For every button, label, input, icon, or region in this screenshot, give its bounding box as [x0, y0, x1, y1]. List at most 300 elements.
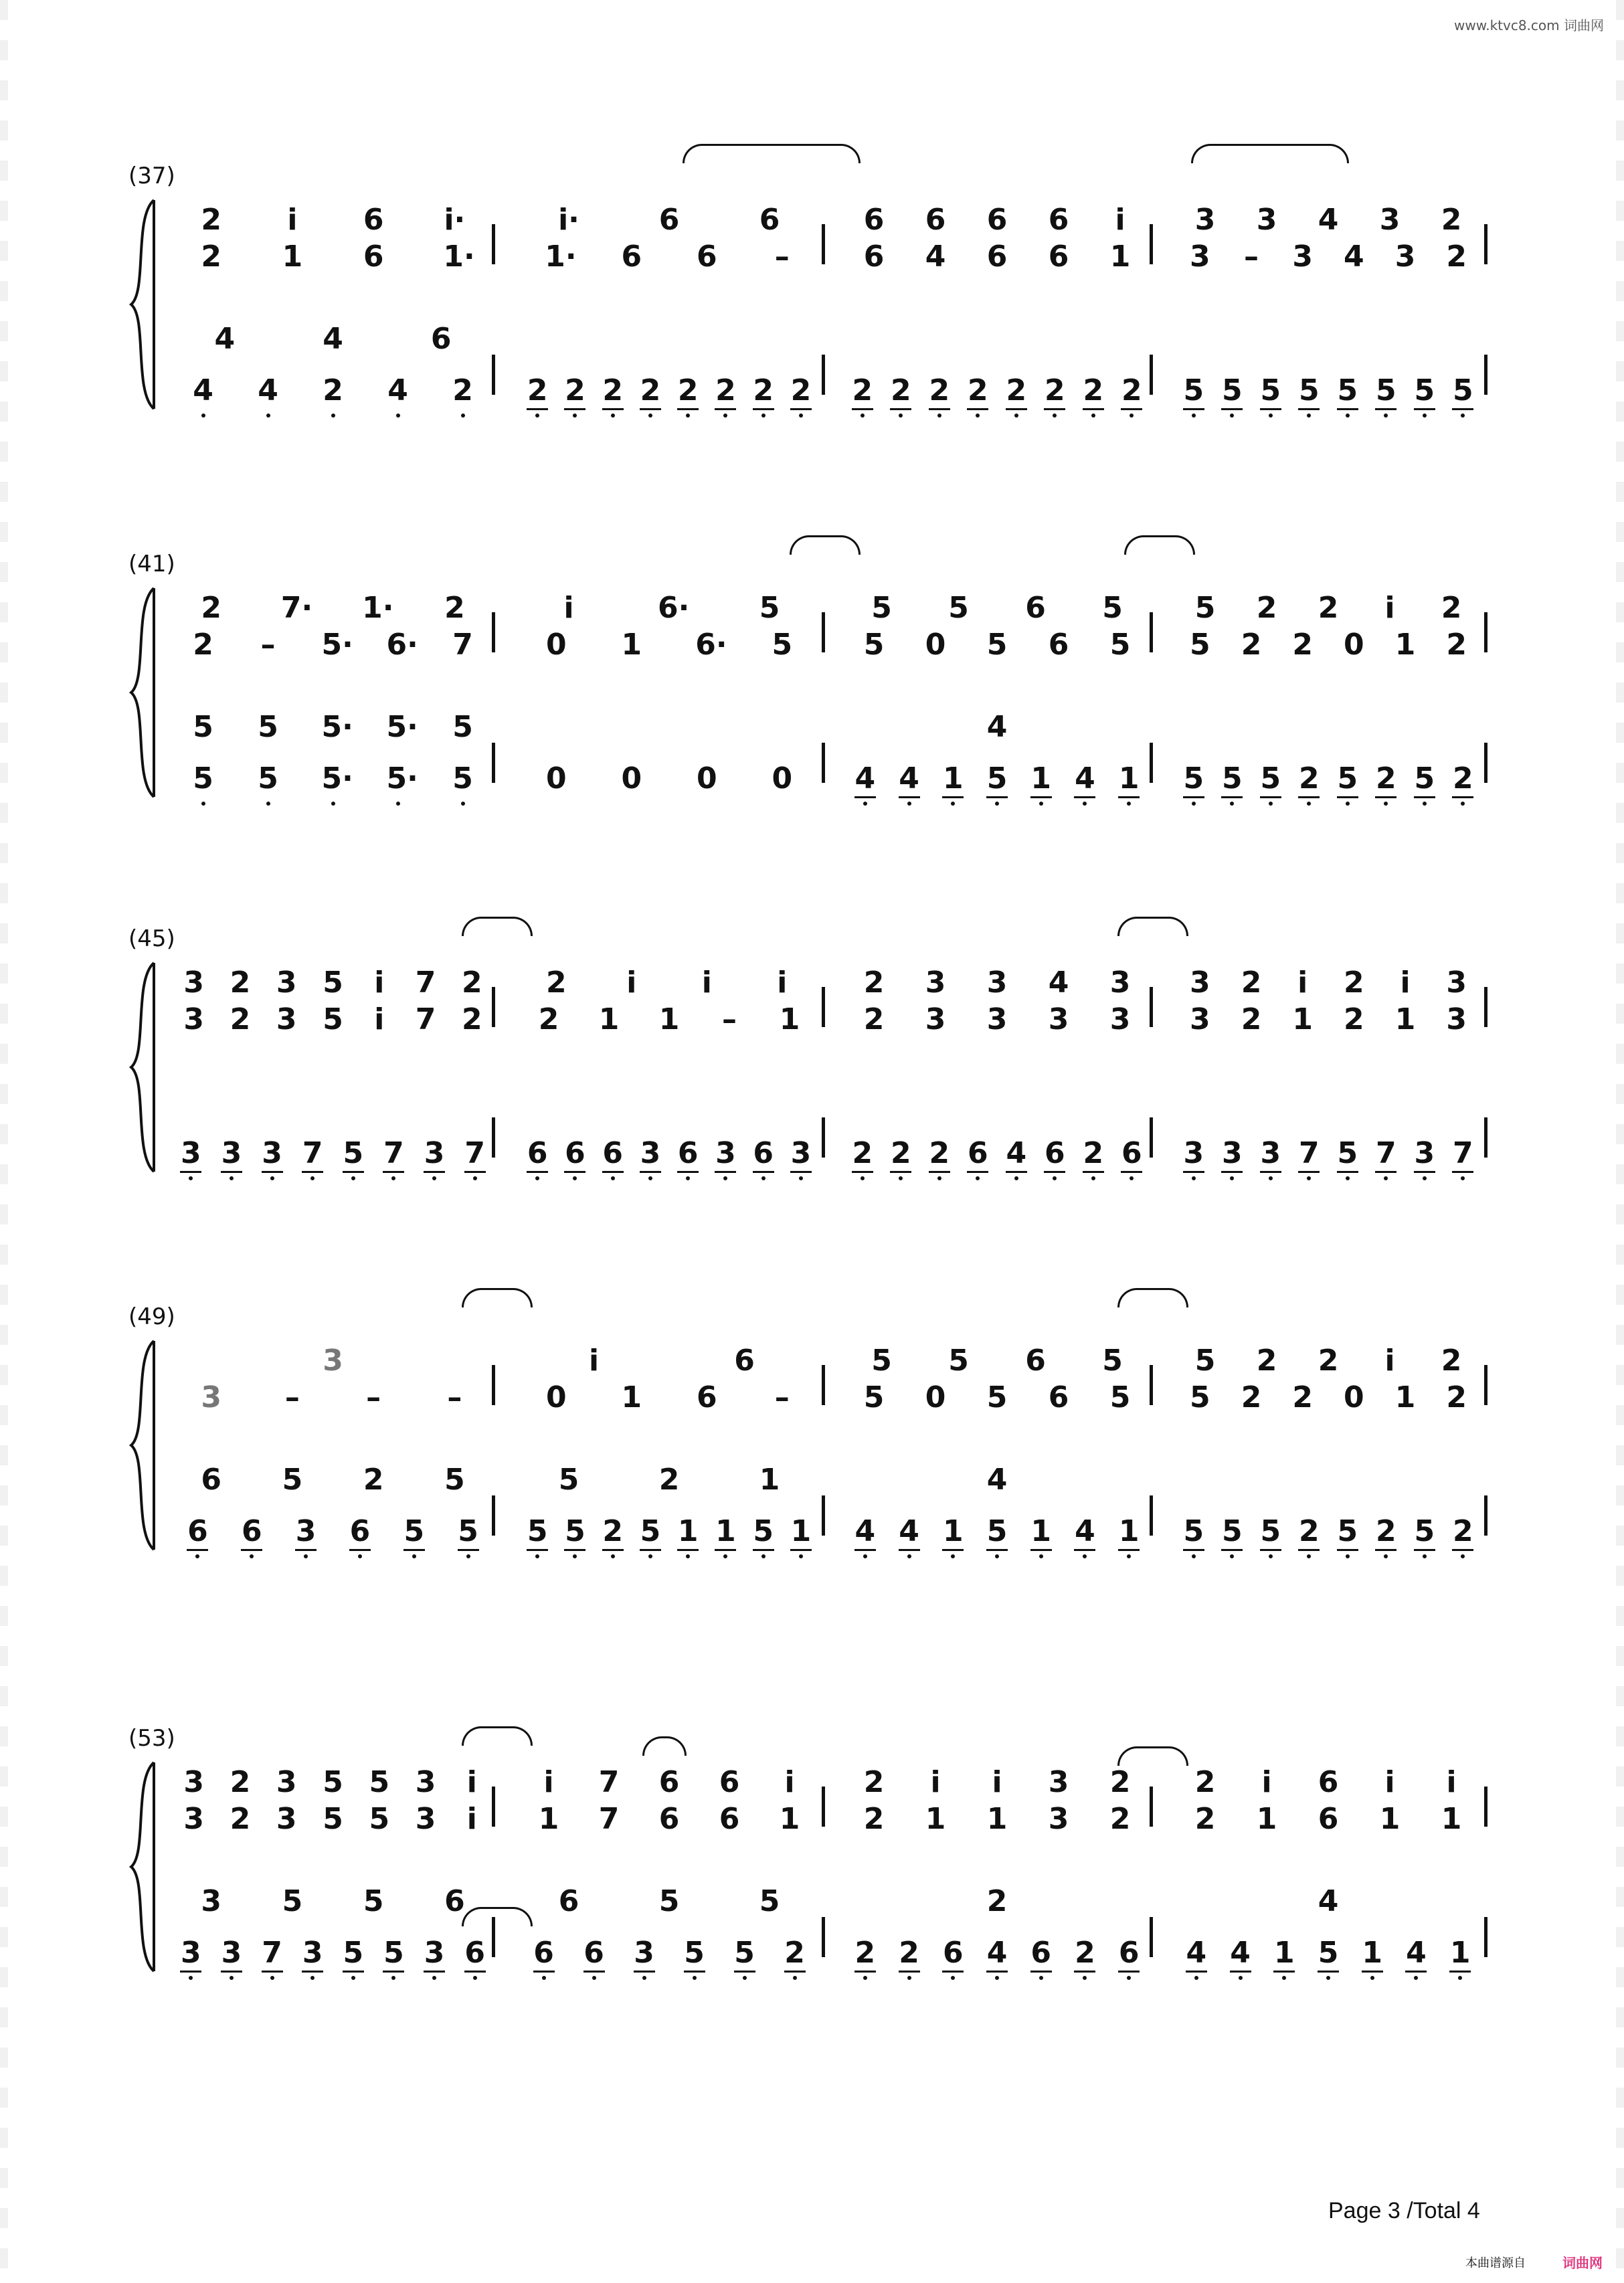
jianpu-note: 3: [1048, 1765, 1069, 1799]
jianpu-note: 0: [545, 628, 567, 662]
jianpu-note: 2: [852, 1136, 873, 1170]
octave-dot: [648, 1554, 652, 1558]
jianpu-note: 2: [363, 1463, 384, 1497]
measure-number: (53): [128, 1725, 175, 1752]
jianpu-note: i: [1384, 1344, 1395, 1378]
jianpu-note: 6: [201, 1463, 221, 1497]
note-beam: [1298, 408, 1320, 410]
jianpu-note: 2: [863, 1002, 885, 1036]
slur: [462, 1726, 533, 1746]
jianpu-note: i: [784, 1765, 795, 1799]
octave-dot: [648, 414, 652, 418]
jianpu-note: 2: [1083, 1136, 1104, 1170]
jianpu-note: 5: [323, 1802, 343, 1836]
note-beam: [1030, 1549, 1052, 1551]
octave-dot: [951, 1976, 955, 1980]
jianpu-note: –: [774, 240, 790, 274]
jianpu-note: 1: [1118, 1514, 1140, 1548]
octave-dot: [863, 1976, 867, 1980]
jianpu-note: 7: [452, 628, 473, 662]
octave-dot: [573, 1176, 577, 1180]
octave-dot: [270, 1976, 274, 1980]
jianpu-note: 5: [1221, 373, 1243, 407]
octave-dot: [1192, 414, 1196, 418]
jianpu-note: 5: [1414, 373, 1435, 407]
jianpu-note: 2: [929, 373, 950, 407]
note-beam: [302, 1971, 323, 1973]
octave-dot: [391, 1176, 395, 1180]
jianpu-note: 3: [415, 1765, 436, 1799]
octave-dot: [1307, 1176, 1311, 1180]
note-beam: [734, 1971, 755, 1973]
octave-dot: [473, 1976, 477, 1980]
jianpu-note: 2: [753, 373, 774, 407]
jianpu-note: 2: [452, 373, 473, 407]
jianpu-note: 4: [1075, 761, 1095, 796]
jianpu-note: 5·: [321, 628, 353, 662]
jianpu-note: 1: [1441, 1802, 1462, 1836]
octave-dot: [535, 1554, 539, 1558]
octave-dot: [1458, 1976, 1462, 1980]
octave-dot: [793, 1976, 797, 1980]
jianpu-note: 6: [1318, 1765, 1339, 1799]
bar-line: [1484, 355, 1487, 395]
jianpu-note: 3: [276, 1802, 297, 1836]
octave-dot: [1230, 1176, 1234, 1180]
octave-dot: [266, 802, 270, 806]
octave-dot: [230, 1976, 234, 1980]
jianpu-note: 2: [1241, 1380, 1262, 1414]
jianpu-note: 5: [452, 761, 473, 796]
octave-dot: [686, 414, 690, 418]
jianpu-note: 5: [343, 1136, 364, 1170]
jianpu-note: 6: [444, 1884, 465, 1918]
jianpu-note: 1: [779, 1002, 800, 1036]
octave-dot: [1423, 1554, 1427, 1558]
jianpu-note: 1·: [362, 591, 394, 625]
jianpu-note: 5: [558, 1463, 579, 1497]
jianpu-note: 5: [369, 1802, 390, 1836]
jianpu-note: –: [260, 628, 276, 662]
jianpu-note: 5: [1375, 373, 1396, 407]
note-beam: [684, 1971, 705, 1973]
jianpu-note: 3: [1190, 966, 1210, 1000]
bar-line: [1150, 987, 1153, 1027]
jianpu-note: 3: [415, 1802, 436, 1836]
jianpu-note: 5: [1190, 628, 1210, 662]
bar-line: [1150, 1917, 1153, 1957]
note-beam: [790, 1549, 812, 1551]
jianpu-note: i: [588, 1344, 600, 1378]
jianpu-note: i: [1261, 1765, 1272, 1799]
jianpu-note: 6: [863, 240, 885, 274]
slur: [642, 1736, 687, 1756]
bar-line: [1150, 355, 1153, 395]
octave-dot: [743, 1976, 747, 1980]
jianpu-note: 5: [1221, 1514, 1243, 1548]
octave-dot: [1083, 1976, 1087, 1980]
note-beam: [899, 1971, 920, 1973]
jianpu-note: 0: [1344, 1380, 1364, 1414]
note-beam: [1183, 1549, 1204, 1551]
jianpu-note: 5: [193, 710, 213, 744]
octave-dot: [358, 1554, 362, 1558]
jianpu-note: 4: [1318, 203, 1339, 237]
note-beam: [854, 1971, 876, 1973]
jianpu-note: 5: [871, 591, 892, 625]
note-beam: [262, 1971, 283, 1973]
octave-dot: [1039, 1976, 1043, 1980]
jianpu-note: 5: [1260, 373, 1281, 407]
jianpu-note: 2: [1318, 1344, 1339, 1378]
jianpu-note: 1: [1292, 1002, 1313, 1036]
note-beam: [527, 1171, 548, 1173]
note-beam: [1449, 1971, 1471, 1973]
jianpu-note: 1: [779, 1802, 800, 1836]
jianpu-note: 6: [1048, 240, 1069, 274]
bar-line: [822, 1117, 825, 1158]
note-beam: [1298, 796, 1320, 798]
octave-dot: [642, 1976, 646, 1980]
jianpu-note: 4: [1006, 1136, 1027, 1170]
jianpu-note: i: [287, 203, 298, 237]
jianpu-note: 2: [890, 1136, 911, 1170]
jianpu-note: 5: [734, 1936, 755, 1970]
octave-dot: [1384, 1554, 1388, 1558]
jianpu-note: 2: [863, 1802, 885, 1836]
jianpu-note: 2: [852, 373, 873, 407]
bar-line: [492, 987, 495, 1027]
octave-dot: [1269, 1554, 1273, 1558]
jianpu-note: 7: [1452, 1136, 1473, 1170]
jianpu-note: 5: [1337, 373, 1358, 407]
note-beam: [180, 1971, 201, 1973]
jianpu-note: 2: [1194, 1765, 1216, 1799]
note-beam: [1030, 1971, 1052, 1973]
jianpu-note: 5: [986, 761, 1008, 796]
jianpu-note: 2: [1083, 373, 1104, 407]
note-beam: [424, 1971, 445, 1973]
jianpu-note: 1: [715, 1514, 736, 1548]
jianpu-note: 1: [282, 240, 303, 274]
jianpu-note: 5: [1414, 1514, 1435, 1548]
jianpu-note: 6: [696, 240, 717, 274]
source-note: 本曲谱源自: [1465, 2256, 1526, 2270]
note-beam: [241, 1549, 262, 1551]
jianpu-note: 1: [942, 761, 964, 796]
jianpu-note: 6: [734, 1344, 755, 1378]
jianpu-note: 1: [942, 1514, 964, 1548]
jianpu-note: 5: [343, 1936, 364, 1970]
jianpu-note: 5: [1183, 761, 1204, 796]
jianpu-note: 3: [323, 1344, 343, 1378]
jianpu-note: 1: [598, 1002, 620, 1036]
octave-dot: [542, 1976, 546, 1980]
note-beam: [640, 1549, 661, 1551]
note-beam: [1221, 796, 1243, 798]
octave-dot: [461, 802, 465, 806]
note-beam: [854, 1549, 876, 1551]
octave-dot: [1130, 1176, 1134, 1180]
note-beam: [986, 796, 1008, 798]
note-beam: [1183, 796, 1204, 798]
jianpu-note: 2: [1241, 966, 1262, 1000]
octave-dot: [1307, 1554, 1311, 1558]
octave-dot: [937, 414, 941, 418]
jianpu-note: 6: [621, 240, 642, 274]
note-beam: [1414, 408, 1435, 410]
jianpu-note: 2: [230, 1802, 251, 1836]
jianpu-note: 5: [565, 1514, 585, 1548]
bar-line: [822, 612, 825, 652]
jianpu-note: 3: [1256, 203, 1277, 237]
jianpu-note: 1·: [545, 240, 577, 274]
jianpu-note: 0: [545, 1380, 567, 1414]
jianpu-note: 4: [986, 1463, 1008, 1497]
note-beam: [1414, 796, 1435, 798]
jianpu-note: 5: [986, 1380, 1008, 1414]
jianpu-note: 3: [276, 1765, 297, 1799]
note-beam: [221, 1971, 242, 1973]
jianpu-note: 2: [230, 1765, 251, 1799]
jianpu-note: 6: [719, 1765, 740, 1799]
octave-dot: [1083, 802, 1087, 806]
measure-number: (37): [128, 163, 175, 189]
octave-dot: [461, 414, 465, 418]
octave-dot: [573, 1554, 577, 1558]
jianpu-note: 4: [1344, 240, 1364, 274]
jianpu-note: 5: [1102, 1344, 1123, 1378]
octave-dot: [1346, 802, 1350, 806]
jianpu-note: 2: [1109, 1802, 1131, 1836]
octave-dot: [1414, 1976, 1418, 1980]
jianpu-note: 5: [458, 1514, 478, 1548]
slur: [1117, 917, 1188, 936]
octave-dot: [1269, 414, 1273, 418]
jianpu-note: 5: [258, 710, 278, 744]
note-beam: [1074, 1549, 1095, 1551]
jianpu-note: 5: [986, 628, 1008, 662]
jianpu-note: 4: [986, 710, 1008, 744]
octave-dot: [189, 1176, 193, 1180]
jianpu-note: 5: [323, 1765, 343, 1799]
octave-dot: [611, 1176, 615, 1180]
jianpu-note: 3: [1446, 1002, 1467, 1036]
jianpu-note: i: [1384, 591, 1395, 625]
octave-dot: [1192, 1176, 1196, 1180]
note-beam: [383, 1171, 404, 1173]
octave-dot: [573, 414, 577, 418]
jianpu-note: i·: [558, 203, 579, 237]
jianpu-note: 0: [1344, 628, 1364, 662]
note-beam: [784, 1971, 806, 1973]
octave-dot: [1461, 1554, 1465, 1558]
jianpu-note: 1: [1362, 1936, 1383, 1970]
jianpu-note: 4: [214, 322, 236, 356]
bar-line: [822, 743, 825, 783]
octave-dot: [648, 1176, 652, 1180]
jianpu-note: 1: [658, 1002, 680, 1036]
note-beam: [458, 1549, 479, 1551]
jianpu-note: 1: [1394, 1002, 1416, 1036]
note-beam: [1006, 408, 1027, 410]
jianpu-note: i: [466, 1802, 477, 1836]
jianpu-note: 3: [201, 1380, 221, 1414]
jianpu-note: 2: [1446, 240, 1467, 274]
slur: [462, 917, 533, 936]
note-beam: [890, 408, 911, 410]
octave-dot: [611, 414, 615, 418]
note-beam: [1221, 408, 1243, 410]
jianpu-note: 3: [986, 1002, 1008, 1036]
note-beam: [899, 796, 920, 798]
octave-dot: [1307, 414, 1311, 418]
octave-dot: [432, 1976, 436, 1980]
note-beam: [583, 1971, 605, 1973]
jianpu-note: 2: [1441, 1344, 1462, 1378]
system-brace: [127, 585, 157, 800]
note-beam: [564, 408, 585, 410]
bar-line: [492, 612, 495, 652]
jianpu-note: –: [722, 1002, 737, 1036]
jianpu-note: 5: [684, 1936, 705, 1970]
jianpu-note: i: [1115, 203, 1125, 237]
note-beam: [1044, 1171, 1065, 1173]
jianpu-note: 6: [430, 322, 452, 356]
jianpu-note: 2: [1375, 761, 1396, 796]
octave-dot: [310, 1176, 314, 1180]
jianpu-note: 1: [1118, 761, 1140, 796]
watermark: www.ktvc8.com 词曲网: [1453, 17, 1604, 33]
jianpu-note: 2: [1292, 1380, 1313, 1414]
octave-dot: [611, 1554, 615, 1558]
octave-dot: [201, 802, 205, 806]
jianpu-note: i: [992, 1765, 1002, 1799]
note-beam: [1118, 796, 1140, 798]
jianpu-note: 6: [1030, 1936, 1052, 1970]
jianpu-note: i: [1384, 1765, 1395, 1799]
jianpu-note: 2: [230, 1002, 251, 1036]
note-beam: [1414, 1549, 1435, 1551]
jianpu-note: 0: [545, 761, 567, 796]
note-beam: [533, 1971, 555, 1973]
jianpu-note: 3: [183, 966, 204, 1000]
jianpu-note: 2: [1344, 966, 1364, 1000]
note-beam: [929, 408, 950, 410]
note-beam: [1375, 408, 1396, 410]
jianpu-note: 2: [1452, 1514, 1473, 1548]
jianpu-note: 6: [863, 203, 885, 237]
bar-line: [1484, 1917, 1487, 1957]
note-beam: [1221, 1171, 1243, 1173]
jianpu-note: 3: [1221, 1136, 1243, 1170]
note-beam: [753, 1549, 774, 1551]
octave-dot: [723, 1176, 727, 1180]
note-beam: [1260, 796, 1281, 798]
note-beam: [753, 1171, 774, 1173]
jianpu-note: 2: [715, 373, 736, 407]
octave-dot: [1192, 802, 1196, 806]
bar-line: [1484, 987, 1487, 1027]
jianpu-note: 2: [1292, 628, 1313, 662]
jianpu-note: 5: [871, 1344, 892, 1378]
jianpu-note: 2: [863, 966, 885, 1000]
octave-dot: [761, 1554, 765, 1558]
jianpu-note: 5: [1260, 761, 1281, 796]
jianpu-note: 3: [1048, 1802, 1069, 1836]
jianpu-note: 5: [323, 966, 343, 1000]
note-beam: [967, 1171, 988, 1173]
note-beam: [790, 1171, 812, 1173]
jianpu-note: 3: [183, 1002, 204, 1036]
jianpu-note: 2: [462, 966, 482, 1000]
octave-dot: [995, 1976, 999, 1980]
jianpu-note: 4: [1075, 1514, 1095, 1548]
jianpu-note: 2: [1241, 1002, 1262, 1036]
note-beam: [602, 1549, 624, 1551]
note-beam: [929, 1171, 950, 1173]
jianpu-note: 6: [1025, 1344, 1046, 1378]
note-beam: [1118, 1971, 1140, 1973]
jianpu-note: 3: [183, 1802, 204, 1836]
jianpu-note: 2: [1452, 761, 1473, 796]
note-beam: [1298, 1549, 1320, 1551]
octave-dot: [1230, 414, 1234, 418]
measure-number: (49): [128, 1303, 175, 1330]
note-beam: [383, 1971, 404, 1973]
octave-dot: [1130, 414, 1134, 418]
jianpu-note: 2: [444, 591, 465, 625]
octave-dot: [270, 1176, 274, 1180]
bar-line: [822, 224, 825, 264]
jianpu-note: 5: [1109, 1380, 1131, 1414]
note-beam: [424, 1171, 445, 1173]
note-beam: [1414, 1171, 1435, 1173]
jianpu-note: 4: [1406, 1936, 1427, 1970]
jianpu-note: 7: [598, 1802, 620, 1836]
note-beam: [1452, 1171, 1473, 1173]
jianpu-note: 5: [986, 1514, 1008, 1548]
note-beam: [564, 1171, 585, 1173]
jianpu-note: 3: [640, 1136, 661, 1170]
jianpu-note: 6·: [386, 628, 418, 662]
jianpu-note: 3: [201, 1884, 221, 1918]
note-beam: [899, 1549, 920, 1551]
jianpu-note: 3: [925, 1002, 946, 1036]
jianpu-note: 6: [363, 203, 384, 237]
jianpu-note: 2: [1441, 591, 1462, 625]
jianpu-note: 2: [545, 966, 567, 1000]
octave-dot: [863, 1554, 867, 1558]
jianpu-note: 5: [1337, 1514, 1358, 1548]
jianpu-note: 6: [677, 1136, 699, 1170]
jianpu-note: 3: [181, 1936, 201, 1970]
jianpu-note: 6: [658, 1765, 680, 1799]
jianpu-note: 6: [753, 1136, 774, 1170]
jianpu-note: 6: [967, 1136, 988, 1170]
jianpu-note: 7: [415, 1002, 436, 1036]
note-beam: [221, 1171, 242, 1173]
jianpu-note: 1: [1394, 628, 1416, 662]
octave-dot: [907, 1976, 911, 1980]
jianpu-note: 5: [948, 1344, 969, 1378]
jianpu-note: 2: [1075, 1936, 1095, 1970]
jianpu-note: 3: [1379, 203, 1401, 237]
jianpu-note: 1: [538, 1802, 559, 1836]
jianpu-note: i: [374, 1002, 385, 1036]
jianpu-note: 2: [1318, 591, 1339, 625]
bar-line: [492, 1787, 495, 1827]
